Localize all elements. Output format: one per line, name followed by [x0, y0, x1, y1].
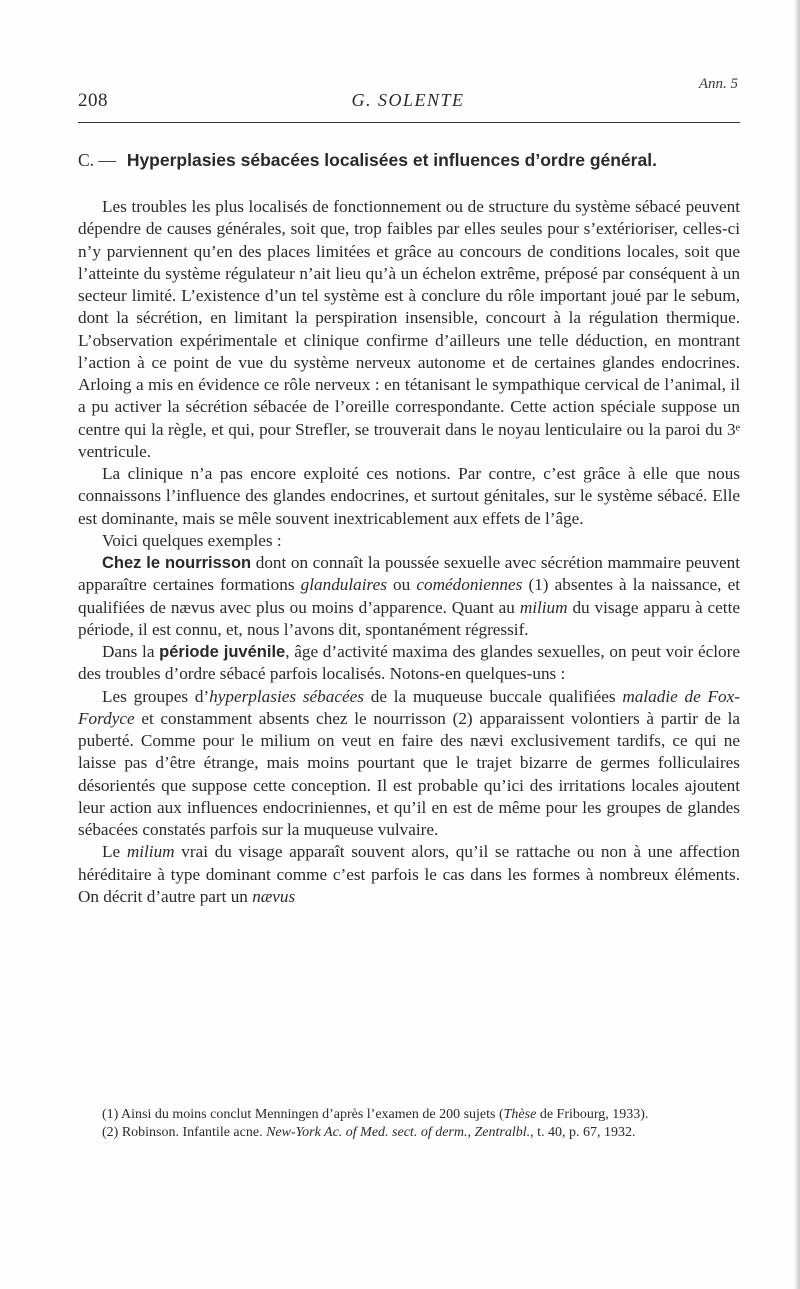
text-run: La clinique n’a pas encore exploité ces notions. Par contre, c’est grâce à elle que nous connaissons l’influence des glandes endocrines, et surtout génitales, sur le système sébacé. Elle est dominante, mais se mêle souvent inextricablement aux effets de l’âge.	[78, 464, 740, 528]
italic-text: milium	[519, 597, 568, 617]
text-run: de Fribourg, 1933).	[536, 1107, 649, 1122]
section-letter: C. —	[78, 150, 116, 170]
text-run: de la muqueuse buccale qualifiées	[363, 686, 623, 706]
bold-run-in-heading: Chez le nourrisson	[102, 554, 252, 572]
text-run: du visage apparu à cette période, il est connu, et, nous l’avons dit, spontanément régressif.	[78, 597, 740, 639]
footnote	[78, 1124, 740, 1142]
text-run: dont on connaît la poussée sexuelle avec sécrétion mammaire peuvent apparaître certaines formations	[78, 553, 740, 595]
paragraph	[78, 530, 740, 552]
text-run: et constamment absents chez le nourrisson (2) apparaissent volontiers à partir de la puberté. Comme pour le milium on veut en faire des nævi exclusivement tardifs, ce qui ne laisse pas d’être étrange, mais moins pourtant que le trajet bizarre de germes folliculaires désorientés que suppose cette conception. Il est probable qu’ici des irritations locales ajoutent leur action aux influences endocriniennes, et qu’il en est de même pour les groupes de glandes sébacées constatés parfois sur la muqueuse vulvaire.	[78, 708, 740, 839]
text-run: vrai du visage apparaît souvent alors, qu’il se rattache ou non à une affection héréditaire à type dominant comme c’est parfois le cas dans les formes à nombreux éléments. On décrit d’autre part un	[78, 842, 740, 906]
page-edge	[794, 0, 800, 1289]
italic-text: Thèse	[503, 1107, 537, 1122]
paragraph	[78, 463, 740, 530]
italic-text: hyperplasies sébacées	[209, 686, 364, 706]
text-run: Le	[102, 842, 127, 862]
header-rule	[78, 122, 740, 123]
section-heading	[78, 150, 758, 171]
italic-text: comédoniennes	[416, 575, 523, 595]
paragraph	[78, 841, 740, 908]
text-run: (2) Robinson. Infantile acne.	[102, 1124, 267, 1140]
running-head: G. SOLENTE	[351, 90, 465, 110]
page-header	[78, 78, 738, 118]
text-run: Voici quelques exemples :	[102, 530, 282, 550]
page-number: 208	[78, 90, 108, 111]
text-run: Les groupes d’	[102, 686, 210, 706]
section-title: Hyperplasies sébacées localisées et influences d’ordre général.	[126, 150, 657, 170]
text-run: Les troubles les plus localisés de fonctionnement ou de structure du système sébacé peuvent dépendre de causes générales, soit que, trop faibles par elles seules pour s’extérioriser, celles-ci n’y parviennent qu’en des places limitées et grâce au concours de conditions locales, soit que l’atteinte du système régulateur n’ait lieu qu’à un échelon extrême, préposé par conséquent à un secteur limité. L’existence d’un tel système est à conclure du rôle important joué par le sebum, dont la sécrétion, en limitant la perspiration insensible, concourt à la régulation thermique. L’observation expérimentale et clinique confirme d’ailleurs une telle déduction, en montrant l’action à ce point de vue du système nerveux autonome et de certaines glandes endocrines. Arloing a mis en évidence ce rôle nerveux : en tétanisant le sympathique cervical de l’animal, il a pu activer la sécrétion sébacée de l’oreille correspondante. Cette action spéciale suppose un centre qui la règle, et qui, pour Strefler, se trouverait dans le noyau lenticulaire ou la paroi du 3ᵉ ventricule.	[78, 197, 740, 461]
body-text	[78, 196, 740, 908]
text-run: , âge d’activité maxima des glandes sexuelles, on peut voir éclore des troubles d’ordre sébacé parfois localisés. Notons-en quelques-uns :	[78, 642, 740, 684]
paragraph	[78, 641, 740, 686]
paragraph	[78, 196, 740, 463]
text-run: (1) absentes à la naissance, et qualifiées de nævus avec plus ou moins d’apparence. Quant au	[78, 575, 740, 617]
handwritten-annotation: Ann. 5	[698, 76, 738, 92]
italic-text: milium	[126, 842, 175, 862]
footnote	[78, 1106, 740, 1124]
text-run: ou	[386, 575, 417, 595]
text-run: (1) Ainsi du moins conclut Menningen d’après l’examen de 200 sujets (	[102, 1107, 504, 1122]
paragraph	[78, 552, 740, 641]
italic-text: New-York Ac. of Med. sect. of derm., Zentralbl.	[266, 1124, 531, 1140]
text-run: , t. 40, p. 67, 1932.	[530, 1124, 636, 1140]
paragraph	[78, 686, 740, 842]
text-run: Dans la	[102, 642, 160, 661]
footnotes	[78, 1106, 740, 1141]
italic-text: nævus	[252, 886, 296, 906]
italic-text: glandulaires	[300, 575, 387, 595]
italic-text: maladie de Fox-Fordyce	[78, 686, 740, 728]
bold-run-in-heading: période juvénile	[159, 643, 286, 661]
